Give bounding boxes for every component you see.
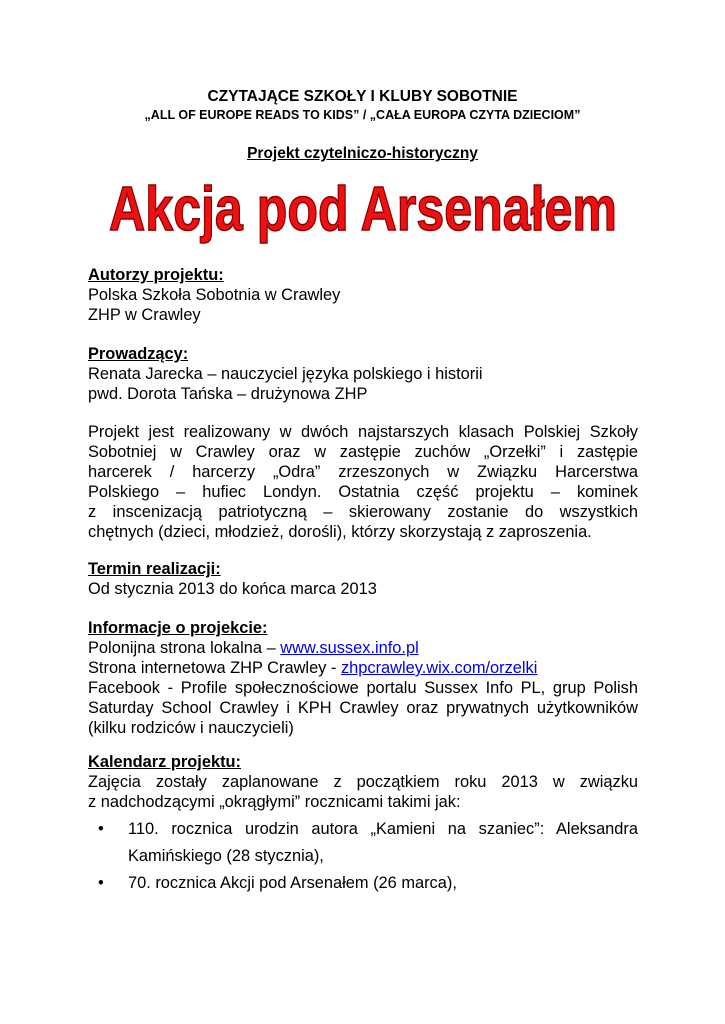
big-title-graphic (103, 170, 623, 250)
info-facebook-line: Facebook - Profile społecznościowe portalu Sussex Info PL, grup Polish (88, 679, 638, 697)
term-label: Termin realizacji: (88, 560, 221, 578)
description-line: chętnych (dzieci, młodzież, dorośli), którzy skorzystają z zaproszenia. (88, 523, 592, 541)
term-section (88, 559, 638, 599)
leaders-line: Renata Jarecka – nauczyciel języka polskiego i historii (88, 365, 483, 383)
big-title-banner (0, 170, 725, 250)
description-line: Projekt jest realizowany w dwóch najstarszych klasach Polskiej Szkoły (88, 423, 638, 441)
project-type-heading: Projekt czytelniczo-historyczny (247, 145, 478, 162)
zhp-crawley-link[interactable]: zhpcrawley.wix.com/orzelki (340, 659, 538, 677)
sussex-info-link[interactable]: www.sussex.info.pl (280, 639, 419, 657)
authors-label: Autorzy projektu: (88, 266, 224, 284)
info-facebook-line: Saturday School Crawley i KPH Crawley oraz prywatnych użytkowników (88, 699, 638, 717)
leaders-label: Prowadzący: (88, 345, 189, 363)
leaders-line: pwd. Dorota Tańska – drużynowa ZHP (88, 385, 368, 403)
calendar-section (88, 752, 638, 812)
info-section (88, 618, 638, 738)
calendar-item-line: 110. rocznica urodzin autora „Kamieni na szaniec”: Aleksandra (128, 820, 638, 838)
term-value: Od stycznia 2013 do końca marca 2013 (88, 580, 377, 598)
calendar-label: Kalendarz projektu: (88, 753, 242, 771)
calendar-list (98, 816, 638, 870)
description-line: harcerek / harcerzy „Odra” zrzeszonych w Związku Harcerstwa (88, 463, 638, 481)
calendar-list-item (98, 873, 638, 893)
document-header-subtitle: „ALL OF EUROPE READS TO KIDS” / „CAŁA EUROPA CZYTA DZIECIOM” (144, 108, 581, 122)
info-local-line (88, 638, 638, 658)
calendar-intro-line: Zajęcia zostały zaplanowane z początkiem roku 2013 w związku (88, 773, 638, 791)
description-line: Sobotniej w Crawley oraz w zastępie zuchów „Orzełki” i zastępie (88, 443, 638, 461)
description-paragraph (88, 422, 638, 542)
info-label: Informacje o projekcie: (88, 619, 268, 637)
leaders-section (88, 344, 638, 404)
info-zhp-prefix: Strona internetowa ZHP Crawley - (88, 659, 341, 677)
description-line: z inscenizacją patriotyczną – skierowany zostanie do wszystkich (88, 503, 638, 521)
info-local-prefix: Polonijna strona lokalna – (88, 639, 281, 657)
calendar-item-line: 70. rocznica Akcji pod Arsenałem (26 marca), (128, 874, 457, 892)
authors-line: Polska Szkoła Sobotnia w Crawley (88, 286, 341, 304)
info-facebook-line: (kilku rodziców i nauczycieli) (88, 719, 294, 737)
description-line: Polskiego – hufiec Londyn. Ostatnia część projektu – kominek (88, 483, 638, 501)
info-zhp-line (88, 658, 638, 678)
bullet-icon: • (98, 820, 104, 838)
big-title-text: Akcja pod Arsenałem (108, 175, 617, 244)
authors-line: ZHP w Crawley (88, 306, 201, 324)
calendar-list-2 (98, 873, 638, 893)
bullet-icon: • (98, 874, 104, 892)
calendar-list-item (98, 816, 638, 870)
calendar-item-line: Kamińskiego (28 stycznia), (128, 847, 324, 865)
authors-section (88, 265, 638, 325)
document-header-title: CZYTAJĄCE SZKOŁY I KLUBY SOBOTNIE (207, 88, 518, 105)
calendar-intro-line: z nadchodzącymi „okrągłymi” rocznicami takimi jak: (88, 793, 461, 811)
